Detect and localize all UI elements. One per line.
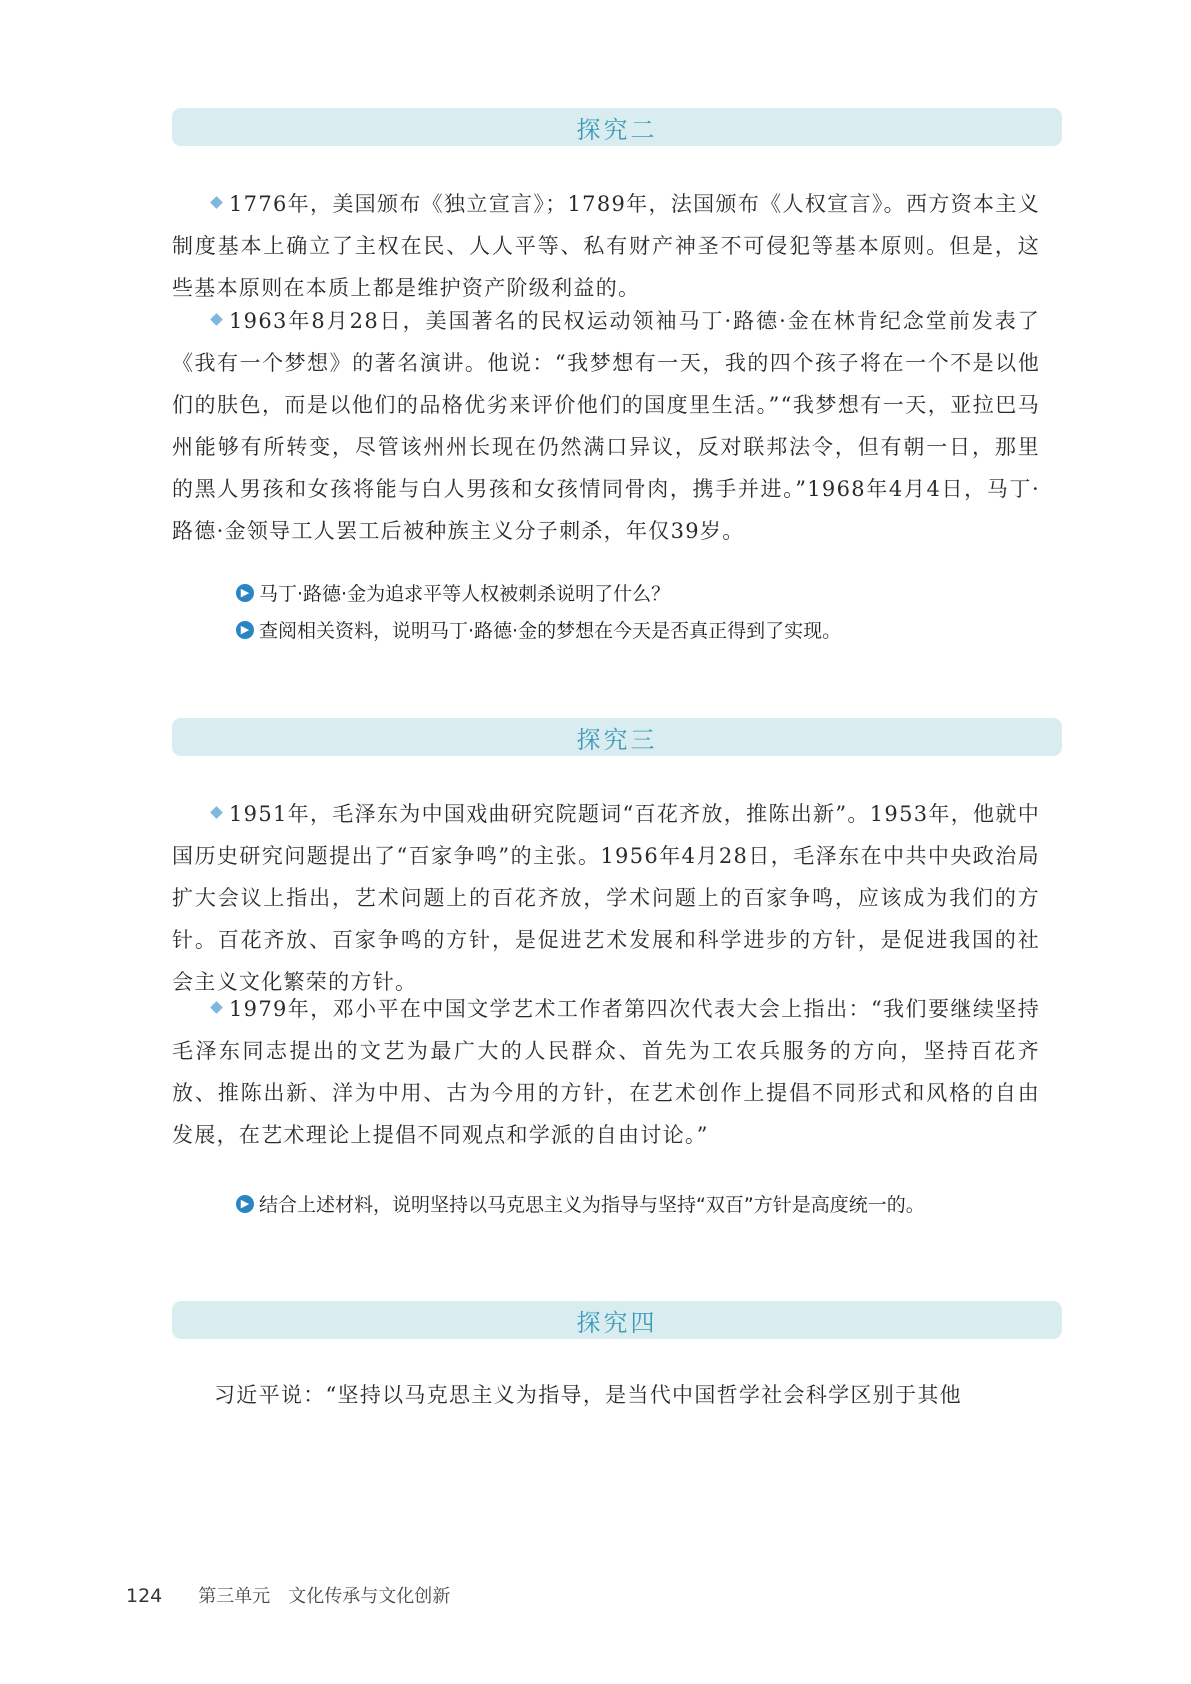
section-title: 探究三 [576, 725, 658, 754]
section-title: 探究四 [576, 1308, 658, 1337]
arrow-circle-icon: ▶ [236, 1195, 254, 1213]
paragraph-text: 1776年，美国颁布《独立宣言》；1789年，法国颁布《人权宣言》。西方资本主义制度基本上确立了主权在民、人人平等、私有财产神圣不可侵犯等基本原则。但是，这些基本原则在本质上都是维护资产阶级利益的。 [172, 192, 1040, 300]
paragraph-text: 习近平说：“坚持以马克思主义为指导，是当代中国哲学社会科学区别于其他 [214, 1383, 962, 1407]
arrow-circle-icon: ▶ [236, 584, 254, 602]
page-footer [126, 1582, 450, 1608]
paragraph-text: 1951年，毛泽东为中国戏曲研究院题词“百花齐放，推陈出新”。1953年，他就中国历史研究问题提出了“百家争鸣”的主张。1956年4月28日，毛泽东在中共中央政治局扩大会议上指出，艺术问题上的百花齐放，学术问题上的百家争鸣，应该成为我们的方针。百花齐放、百家争鸣的方针，是促进艺术发展和科学进步的方针，是促进我国的社会主义文化繁荣的方针。 [172, 802, 1040, 994]
question-item [236, 1190, 925, 1217]
question-text: 马丁·路德·金为追求平等人权被刺杀说明了什么？ [259, 583, 671, 605]
question-item [236, 616, 841, 643]
footer-topic: 文化传承与文化创新 [288, 1586, 451, 1607]
paragraph [172, 1374, 1040, 1416]
arrow-circle-icon: ▶ [236, 621, 254, 639]
footer-unit: 第三单元 [198, 1586, 271, 1607]
section-header-3 [172, 718, 1062, 756]
section-header-4 [172, 1301, 1062, 1339]
question-item [236, 579, 670, 606]
paragraph-text: 1979年，邓小平在中国文学艺术工作者第四次代表大会上指出：“我们要继续坚持毛泽东同志提出的文艺为最广大的人民群众、首先为工农兵服务的方向，坚持百花齐放、推陈出新、洋为中用、古为今用的方针，在艺术创作上提倡不同形式和风格的自由发展，在艺术理论上提倡不同观点和学派的自由讨论。” [172, 997, 1040, 1147]
diamond-bullet-icon [210, 1001, 223, 1014]
section-title: 探究二 [576, 115, 658, 144]
paragraph [172, 793, 1040, 1003]
section-header-2 [172, 108, 1062, 146]
question-text: 结合上述材料，说明坚持以马克思主义为指导与坚持“双百”方针是高度统一的。 [259, 1194, 925, 1216]
paragraph [172, 183, 1040, 309]
page-number: 124 [126, 1585, 163, 1607]
paragraph [172, 988, 1040, 1156]
diamond-bullet-icon [210, 313, 223, 326]
paragraph-text: 1963年8月28日，美国著名的民权运动领袖马丁·路德·金在林肯纪念堂前发表了《我有一个梦想》的著名演讲。他说：“我梦想有一天，我的四个孩子将在一个不是以他们的肤色，而是以他们的品格优劣来评价他们的国度里生活。”“我梦想有一天，亚拉巴马州能够有所转变，尽管该州州长现在仍然满口异议，反对联邦法令，但有朝一日，那里的黑人男孩和女孩将能与白人男孩和女孩情同骨肉，携手并进。”1968年4月4日，马丁·路德·金领导工人罢工后被种族主义分子刺杀，年仅39岁。 [172, 309, 1040, 543]
diamond-bullet-icon [210, 196, 223, 209]
paragraph [172, 300, 1040, 552]
diamond-bullet-icon [210, 806, 223, 819]
question-text: 查阅相关资料，说明马丁·路德·金的梦想在今天是否真正得到了实现。 [259, 620, 842, 642]
